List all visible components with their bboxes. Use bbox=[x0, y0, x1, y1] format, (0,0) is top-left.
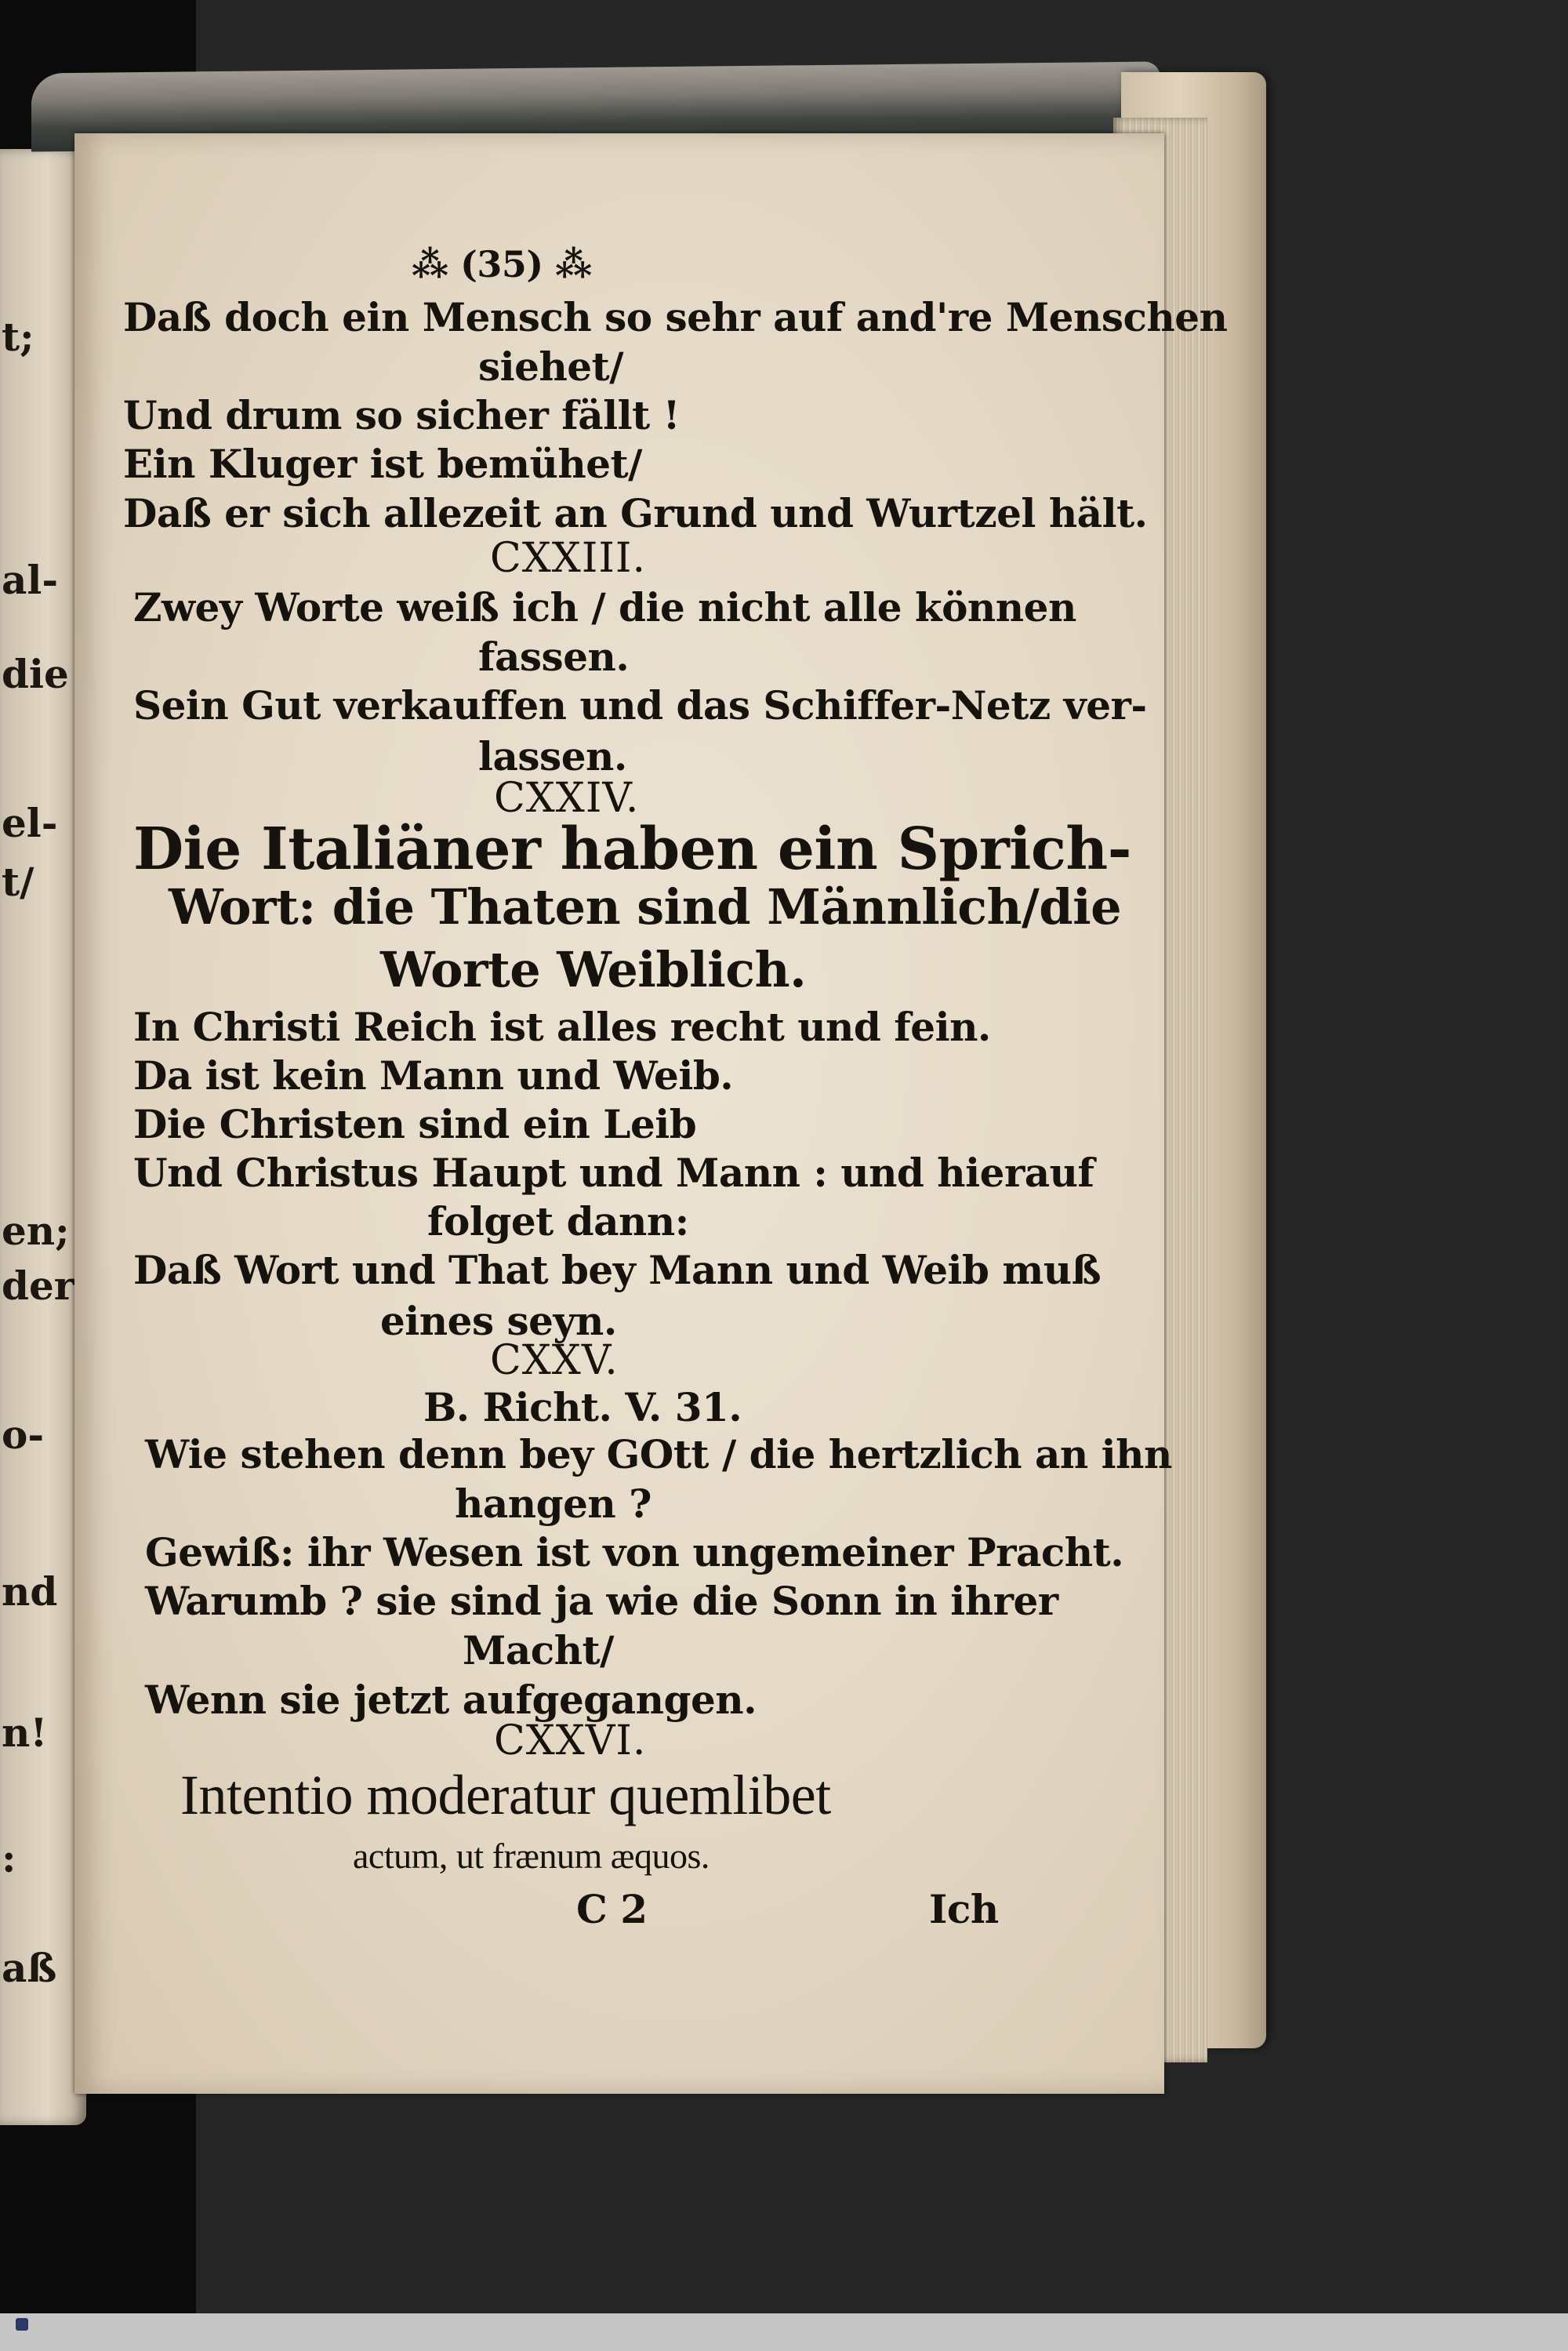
text-line: Macht/ bbox=[463, 1627, 614, 1673]
section-number: CXXIII. bbox=[490, 535, 646, 582]
heading-line: Wort: die Thaten sind Männlich/die bbox=[169, 878, 1122, 936]
text-line: siehet/ bbox=[478, 343, 623, 390]
left-page-fragment: el- bbox=[2, 800, 58, 846]
text-line: Ein Kluger ist bemühet/ bbox=[123, 441, 642, 487]
text-line: Die Christen sind ein Leib bbox=[133, 1101, 697, 1147]
catchword: Ich bbox=[929, 1886, 999, 1932]
left-page-fragment: al- bbox=[2, 557, 59, 603]
library-logo-icon bbox=[6, 2318, 38, 2346]
signature-mark: C 2 bbox=[576, 1886, 648, 1932]
text-line: Und Christus Haupt und Mann : und hierauf bbox=[133, 1150, 1094, 1196]
heading-line: Worte Weiblich. bbox=[380, 941, 807, 998]
scripture-reference: B. Richt. V. 31. bbox=[423, 1384, 742, 1430]
section-number: CXXVI. bbox=[494, 1717, 647, 1764]
text-line: Und drum so sicher fällt ! bbox=[123, 392, 681, 438]
text-line: Daß doch ein Mensch so sehr auf and're Menschen bbox=[123, 294, 1228, 340]
text-line: Wie stehen denn bey GOtt / die hertzlich an ihn bbox=[145, 1431, 1172, 1477]
left-page-fragment: n! bbox=[2, 1710, 48, 1756]
text-line: Sein Gut verkauffen und das Schiffer-Netz ver- bbox=[133, 682, 1147, 729]
section-number: CXXIV. bbox=[494, 775, 640, 822]
text-line: Wenn sie jetzt aufgegangen. bbox=[145, 1677, 757, 1723]
viewer-bottom-bar bbox=[0, 2313, 1568, 2351]
left-page-fragment: t/ bbox=[2, 859, 34, 905]
left-facing-page bbox=[0, 149, 86, 2125]
text-line: eines seyn. bbox=[380, 1298, 617, 1344]
text-line: lassen. bbox=[478, 733, 627, 779]
text-line: Zwey Worte weiß ich / die nicht alle können bbox=[133, 584, 1076, 630]
heading-line: Die Italiäner haben ein Sprich- bbox=[133, 816, 1131, 883]
text-line: Warumb ? sie sind ja wie die Sonn in ihrer bbox=[145, 1578, 1058, 1624]
left-page-fragment: : bbox=[2, 1835, 16, 1881]
text-line: Daß er sich allezeit an Grund und Wurtzel hält. bbox=[123, 490, 1148, 536]
latin-motto: Intentio moderatur quemlibet bbox=[180, 1764, 831, 1826]
text-line: folget dann: bbox=[427, 1198, 689, 1245]
left-page-fragment: t; bbox=[2, 314, 34, 360]
text-line: Daß Wort und That bey Mann und Weib muß bbox=[133, 1247, 1102, 1293]
left-page-fragment: en; bbox=[2, 1208, 70, 1254]
text-line: Da ist kein Mann und Weib. bbox=[133, 1052, 734, 1099]
page-header: ⁂ (35) ⁂ bbox=[412, 243, 592, 285]
latin-motto: actum, ut frænum æquos. bbox=[353, 1836, 710, 1876]
text-line: Gewiß: ihr Wesen ist von ungemeiner Pracht. bbox=[145, 1529, 1124, 1575]
left-page-fragment: die bbox=[2, 651, 69, 697]
text-line: fassen. bbox=[478, 634, 630, 680]
text-line: hangen ? bbox=[455, 1481, 652, 1527]
book-page bbox=[74, 133, 1228, 2094]
left-page-fragment: o- bbox=[2, 1412, 45, 1458]
left-page-fragment: aß bbox=[2, 1945, 57, 1991]
section-number: CXXV. bbox=[490, 1337, 619, 1384]
text-line: In Christi Reich ist alles recht und fein. bbox=[133, 1004, 991, 1050]
left-page-fragment: nd bbox=[2, 1568, 58, 1615]
left-page-fragment: der bbox=[2, 1263, 75, 1309]
